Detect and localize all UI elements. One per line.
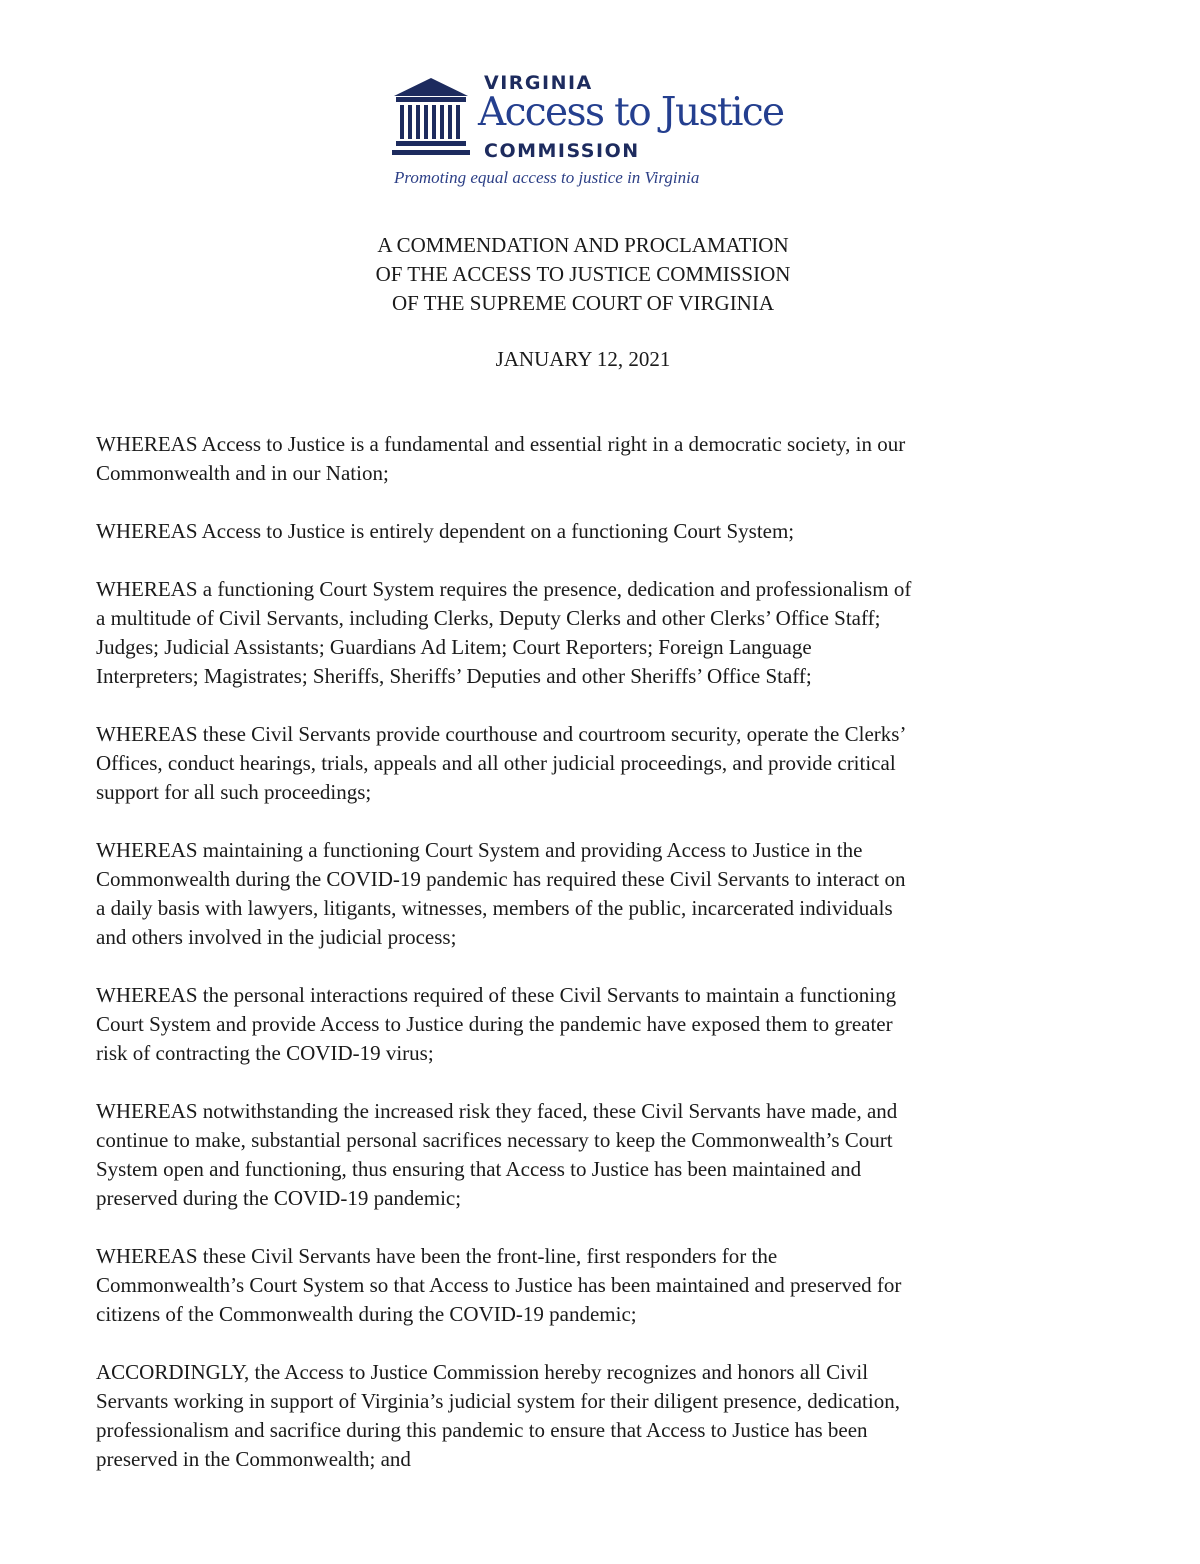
whereas-paragraph — [96, 1097, 1086, 1213]
paragraph-line: WHEREAS these Civil Servants have been the front-line, first responders for the — [96, 1244, 778, 1268]
title-line-1: A COMMENDATION AND PROCLAMATION — [377, 233, 789, 257]
paragraph-line: professionalism and sacrifice during this pandemic to ensure that Access to Justice has been — [96, 1418, 868, 1442]
paragraph-line: and others involved in the judicial process; — [96, 925, 457, 949]
paragraph-line: Interpreters; Magistrates; Sheriffs, Sheriffs’ Deputies and other Sheriffs’ Office Staff; — [96, 664, 812, 688]
document-title — [0, 231, 1166, 318]
commission-logo — [392, 70, 792, 190]
whereas-paragraph — [96, 575, 1086, 691]
logo-state: VIRGINIA — [484, 72, 593, 94]
paragraph-line: Judges; Judicial Assistants; Guardians Ad Litem; Court Reporters; Foreign Language — [96, 635, 812, 659]
paragraph-line: WHEREAS notwithstanding the increased risk they faced, these Civil Servants have made, and — [96, 1099, 898, 1123]
paragraph-line: preserved during the COVID-19 pandemic; — [96, 1186, 462, 1210]
paragraph-line: Commonwealth’s Court System so that Access to Justice has been maintained and preserved for — [96, 1273, 902, 1297]
courthouse-icon — [392, 76, 470, 160]
paragraph-line: WHEREAS these Civil Servants provide courthouse and courtroom security, operate the Clerks’ — [96, 722, 907, 746]
paragraph-line: citizens of the Commonwealth during the COVID-19 pandemic; — [96, 1302, 637, 1326]
logo-name: Access to Justice — [478, 90, 784, 135]
whereas-paragraph — [96, 517, 1086, 546]
paragraph-line: risk of contracting the COVID-19 virus; — [96, 1041, 434, 1065]
logo-org-type: COMMISSION — [484, 140, 640, 162]
paragraph-line: a daily basis with lawyers, litigants, witnesses, members of the public, incarcerated individuals — [96, 896, 893, 920]
paragraph-line: Court System and provide Access to Justice during the pandemic have exposed them to greater — [96, 1012, 893, 1036]
paragraph-line: Commonwealth during the COVID-19 pandemic has required these Civil Servants to interact on — [96, 867, 906, 891]
whereas-paragraph — [96, 981, 1086, 1068]
paragraph-line: preserved in the Commonwealth; and — [96, 1447, 411, 1471]
whereas-paragraph — [96, 1242, 1086, 1329]
whereas-paragraph — [96, 836, 1086, 952]
paragraph-line: continue to make, substantial personal sacrifices necessary to keep the Commonwealth’s Court — [96, 1128, 893, 1152]
whereas-paragraph — [96, 1358, 1086, 1474]
document-body — [96, 430, 1086, 1503]
paragraph-line: ACCORDINGLY, the Access to Justice Commission hereby recognizes and honors all Civil — [96, 1360, 869, 1384]
paragraph-line: WHEREAS the personal interactions required of these Civil Servants to maintain a functioning — [96, 983, 897, 1007]
paragraph-line: WHEREAS maintaining a functioning Court System and providing Access to Justice in the — [96, 838, 863, 862]
paragraph-line: a multitude of Civil Servants, including Clerks, Deputy Clerks and other Clerks’ Office Staff; — [96, 606, 881, 630]
logo-tagline: Promoting equal access to justice in Virginia — [394, 168, 700, 187]
paragraph-line: WHEREAS Access to Justice is entirely dependent on a functioning Court System; — [96, 519, 795, 543]
paragraph-line: WHEREAS a functioning Court System requires the presence, dedication and professionalism of — [96, 577, 912, 601]
paragraph-line: System open and functioning, thus ensuring that Access to Justice has been maintained and — [96, 1157, 862, 1181]
paragraph-line: Commonwealth and in our Nation; — [96, 461, 389, 485]
whereas-paragraph — [96, 430, 1086, 488]
paragraph-line: Offices, conduct hearings, trials, appeals and all other judicial proceedings, and provide critical — [96, 751, 896, 775]
whereas-paragraph — [96, 720, 1086, 807]
paragraph-line: WHEREAS Access to Justice is a fundamental and essential right in a democratic society, in our — [96, 432, 906, 456]
title-line-2: OF THE ACCESS TO JUSTICE COMMISSION — [375, 262, 791, 286]
title-line-3: OF THE SUPREME COURT OF VIRGINIA — [391, 291, 775, 315]
paragraph-line: support for all such proceedings; — [96, 780, 372, 804]
document-date: JANUARY 12, 2021 — [495, 347, 671, 371]
paragraph-line: Servants working in support of Virginia’s judicial system for their diligent presence, dedication, — [96, 1389, 900, 1413]
